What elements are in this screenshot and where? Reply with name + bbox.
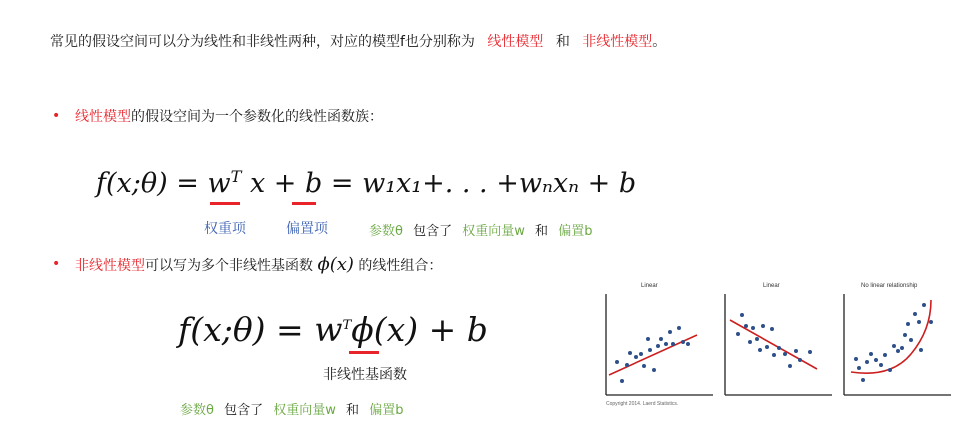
nonlinear-formula-lhs: f(x;θ) = [178,310,304,349]
plot3-title: No linear relationship [861,283,918,289]
nonlinear-formula-w: w [314,310,343,349]
phi-symbol: ϕ(x) [317,254,354,275]
linear-formula [96,160,636,201]
nonlinear-formula-rest: (x) + b [373,310,488,349]
intro-line [50,33,666,51]
linear-term: 线性模型 [75,109,131,125]
basis-underline [349,351,379,354]
intro-text: 常见的假设空间可以分为线性和非线性两种，对应的模型f也分别称为 [50,34,475,50]
nonlinear-formula [178,306,488,350]
intro-and: 和 [555,34,570,50]
figure-copyright: Copyright 2014. Laerd Statistics. [606,401,679,407]
nonlinear-formula-phi: ϕ [351,310,374,349]
label-basis-function: 非线性基函数 [323,367,407,383]
bias-underline [292,202,316,205]
nonlinear-term: 非线性模型 [75,258,145,274]
nonlinear-heading [75,256,442,275]
note2-param: 参数θ [180,403,214,418]
note-contains: 包含了 [413,224,453,239]
label-bias-term: 偏置项 [286,221,328,237]
bullet-nonlinear: • [52,256,61,272]
nonlinear-text-after: 的线性组合： [358,258,443,274]
nonlinear-text: 可以写为多个非线性基函数 [145,258,313,274]
plot2-title: Linear [763,283,780,289]
linear-formula-lhs: f(x;θ) = [96,168,199,199]
linear-param-note [369,220,592,239]
note2-contains: 包含了 [224,403,264,418]
scatter-plot-linear-negative [722,292,834,400]
scatter-plot-linear-positive [603,292,715,400]
weight-underline [210,202,240,205]
plot1-title: Linear [641,283,658,289]
note2-and: 和 [346,403,360,418]
linear-heading [75,108,383,126]
note2-bias: 偏置b [369,403,404,418]
linear-formula-b: b [305,168,323,199]
nonlinear-formula-t: T [342,318,352,333]
linear-formula-x: x + [249,168,297,199]
intro-end: 。 [652,34,667,50]
label-weight-term: 权重项 [204,221,246,237]
bullet-linear: • [52,108,61,124]
nonlinear-param-note [180,399,403,418]
linear-formula-rhs: = w₁x₁+. . . +wₙxₙ + b [330,168,637,199]
note-param: 参数θ [369,224,403,239]
note-bias: 偏置b [558,224,593,239]
term-nonlinear-model: 非线性模型 [582,34,653,50]
term-linear-model: 线性模型 [487,34,544,50]
linear-formula-t: T [230,167,242,186]
note2-weight-vector: 权重向量w [273,403,336,418]
scatter-plot-nonlinear [841,292,953,400]
linear-text: 的假设空间为一个参数化的线性函数族： [131,109,383,125]
note-weight-vector: 权重向量w [462,224,525,239]
note-and: 和 [535,224,549,239]
linear-formula-w: w [207,168,231,199]
